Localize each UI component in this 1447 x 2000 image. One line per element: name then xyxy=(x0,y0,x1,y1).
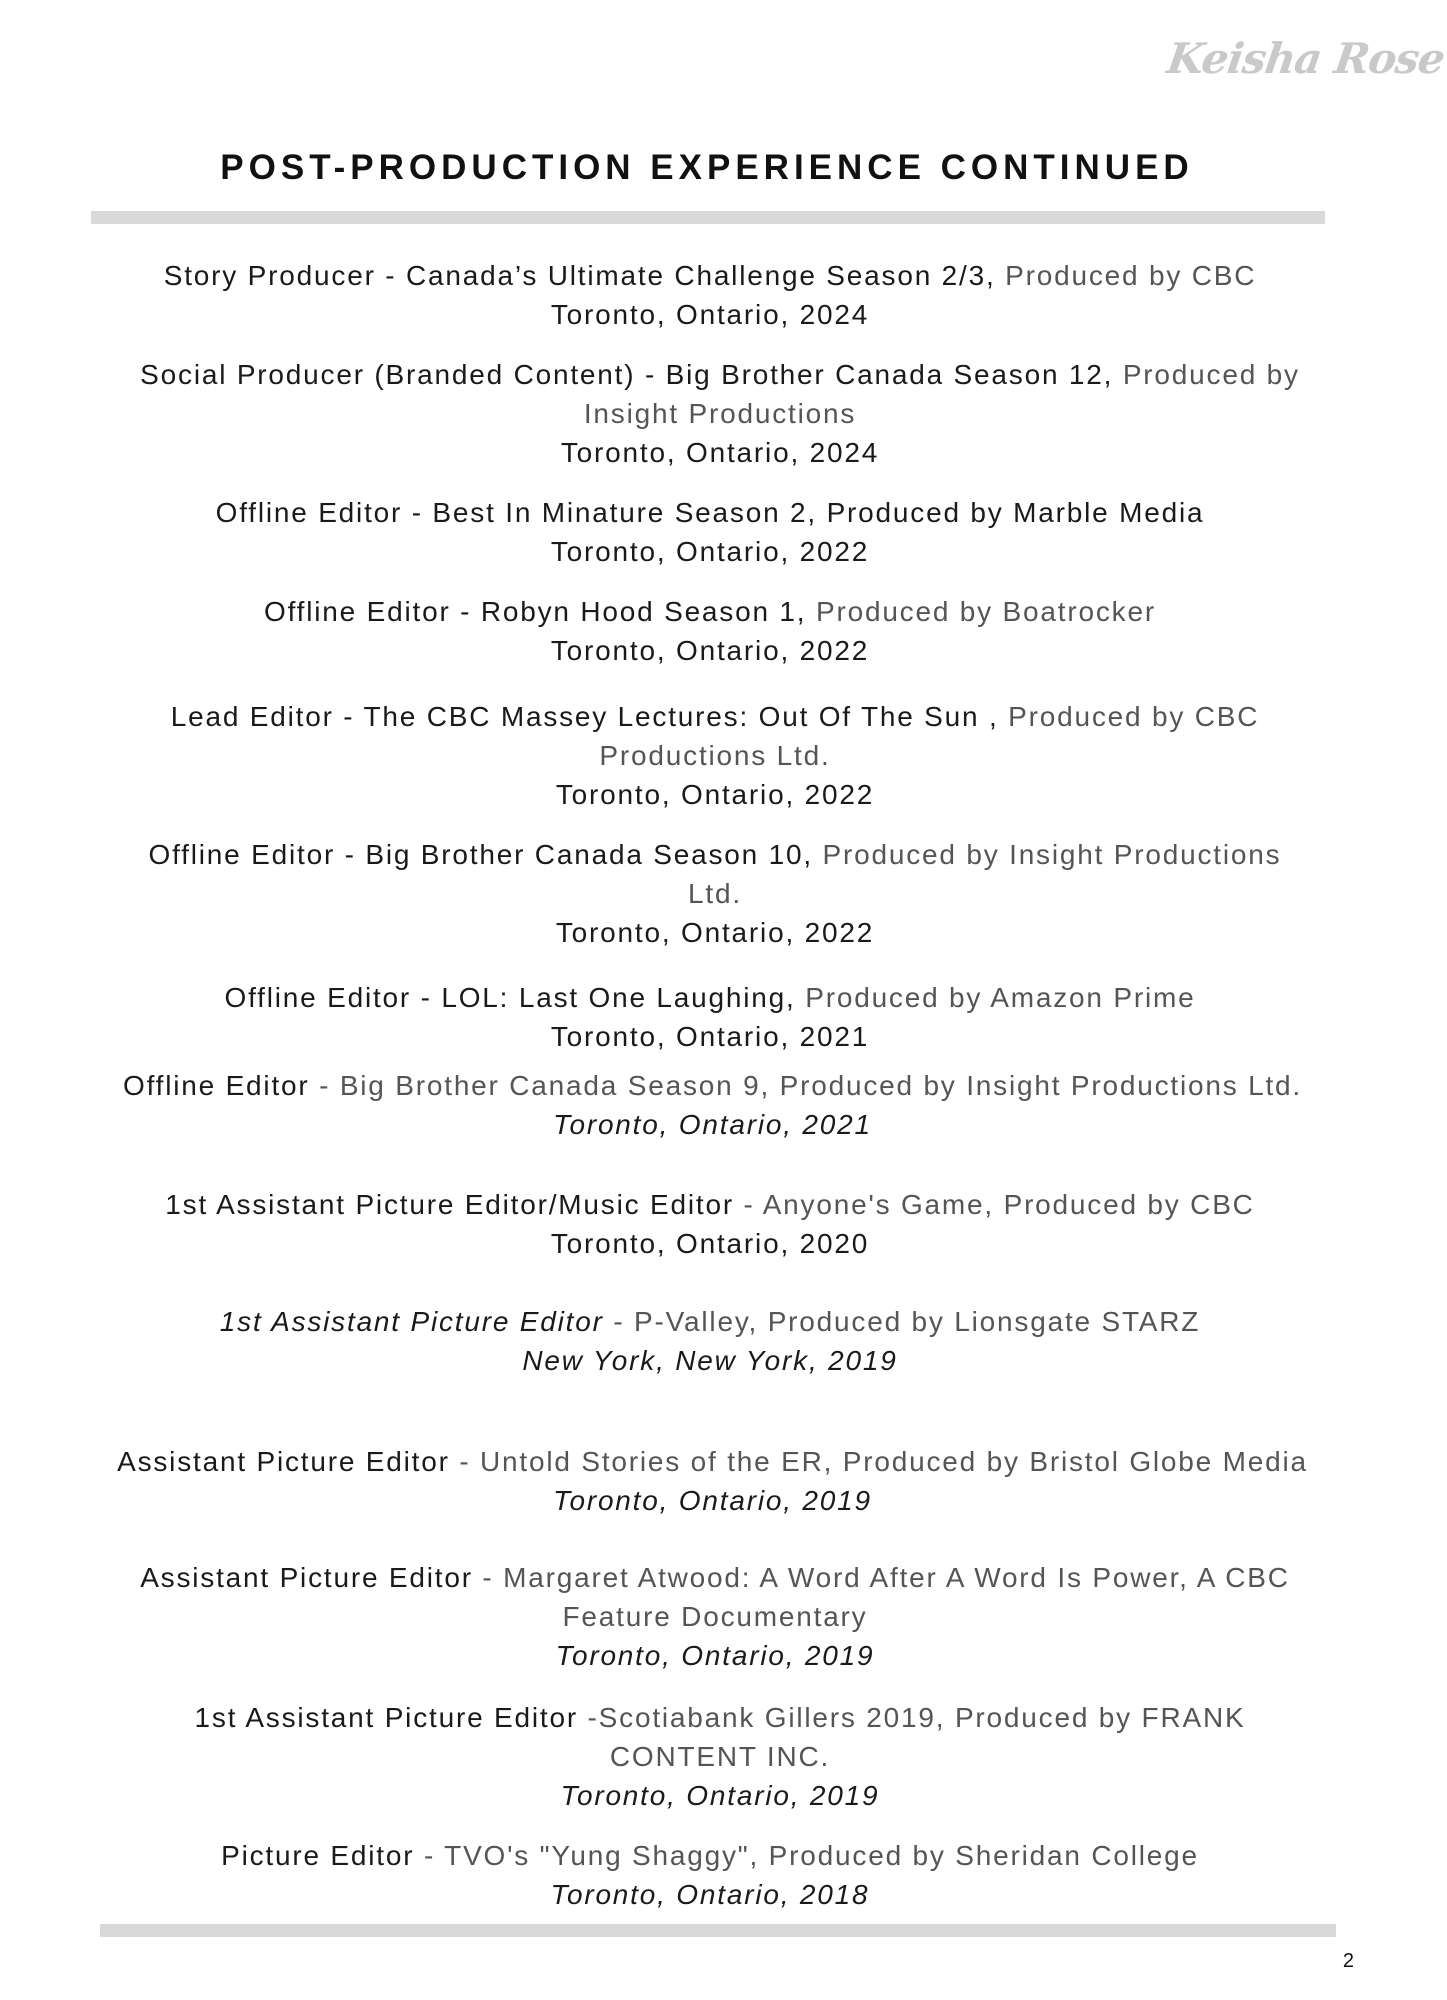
entry-production: - TVO's "Yung Shaggy", Produced by Sheridan College xyxy=(414,1840,1199,1871)
experience-entry xyxy=(150,697,1280,814)
entry-production: -Scotiabank Gillers 2019, Produced by FRANK CONTENT INC. xyxy=(577,1702,1246,1772)
entry-production: - Anyone's Game, Produced by CBC xyxy=(733,1189,1255,1220)
entry-location: Toronto, Ontario, 2020 xyxy=(550,1228,870,1259)
entry-credit: Lead Editor - The CBC Massey Lectures: Out Of The Sun , xyxy=(170,701,999,732)
entry-credit: 1st Assistant Picture Editor/Music Editor xyxy=(165,1189,734,1220)
page-title: POST-PRODUCTION EXPERIENCE CONTINUED xyxy=(220,148,1194,187)
entry-location: Toronto, Ontario, 2022 xyxy=(555,779,875,810)
entry-production: Produced by Insight Productions xyxy=(583,359,1300,429)
entry-credit: Picture Editor xyxy=(221,1840,415,1871)
entry-credit: Offline Editor - Big Brother Canada Season 10, xyxy=(148,839,813,870)
entry-credit: Offline Editor xyxy=(122,1070,310,1101)
entry-credit: Assistant Picture Editor xyxy=(117,1446,450,1477)
entry-credit: Offline Editor - Robyn Hood Season 1, xyxy=(264,596,807,627)
entry-location: Toronto, Ontario, 2022 xyxy=(555,917,875,948)
experience-entry xyxy=(95,1836,1325,1914)
entry-location: Toronto, Ontario, 2021 xyxy=(553,1109,872,1140)
experience-entry xyxy=(110,355,1330,472)
page-number: 2 xyxy=(1342,1950,1354,1972)
entry-location: Toronto, Ontario, 2018 xyxy=(550,1879,870,1910)
experience-entry xyxy=(125,1558,1305,1675)
experience-entry xyxy=(95,978,1325,1056)
entry-production: - Margaret Atwood: A Word After A Word Is Power, A CBC Feature Documentary xyxy=(472,1562,1290,1632)
entry-credit: Social Producer (Branded Content) - Big Brother Canada Season 12, xyxy=(140,359,1114,390)
entry-production: Produced by CBC xyxy=(995,260,1257,291)
experience-entry xyxy=(90,1066,1335,1144)
experience-entry xyxy=(95,256,1325,334)
entry-location: Toronto, Ontario, 2021 xyxy=(550,1021,870,1052)
entry-production: - P-Valley, Produced by Lionsgate STARZ xyxy=(603,1306,1201,1337)
entry-location: Toronto, Ontario, 2022 xyxy=(550,635,870,666)
entry-production: Produced by Insight Productions Ltd. xyxy=(688,839,1282,909)
entry-location: Toronto, Ontario, 2019 xyxy=(553,1485,872,1516)
experience-entry xyxy=(95,1302,1325,1380)
entry-location: Toronto, Ontario, 2019 xyxy=(560,1780,880,1811)
entry-production: Produced by CBC Productions Ltd. xyxy=(599,701,1260,771)
entry-location: New York, New York, 2019 xyxy=(522,1345,898,1376)
experience-entry xyxy=(95,592,1325,670)
experience-entry xyxy=(125,835,1305,952)
entry-credit: Assistant Picture Editor xyxy=(140,1562,473,1593)
entry-location: Toronto, Ontario, 2019 xyxy=(555,1640,875,1671)
experience-entry xyxy=(90,1442,1335,1520)
entry-production: - Big Brother Canada Season 9, Produced by Insight Productions Ltd. xyxy=(309,1070,1303,1101)
logo-signature: Keisha Rose xyxy=(1164,34,1447,83)
entry-location: Toronto, Ontario, 2022 xyxy=(550,536,870,567)
entry-credit: 1st Assistant Picture Editor xyxy=(219,1306,604,1337)
experience-entry xyxy=(175,1698,1265,1815)
entry-location: Toronto, Ontario, 2024 xyxy=(550,299,870,330)
entry-production: Produced by Boatrocker xyxy=(806,596,1156,627)
top-divider xyxy=(91,211,1325,224)
entry-credit: Offline Editor - Best In Minature Season 2, Produced by Marble Media xyxy=(215,497,1205,528)
entry-credit: Story Producer - Canada’s Ultimate Challenge Season 2/3, xyxy=(163,260,996,291)
entry-production: - Untold Stories of the ER, Produced by Bristol Globe Media xyxy=(449,1446,1308,1477)
entry-production: Produced by Amazon Prime xyxy=(795,982,1196,1013)
experience-entry xyxy=(95,493,1325,571)
bottom-divider xyxy=(100,1924,1336,1937)
experience-entry xyxy=(95,1185,1325,1263)
entry-credit: Offline Editor - LOL: Last One Laughing, xyxy=(224,982,796,1013)
entry-credit: 1st Assistant Picture Editor xyxy=(194,1702,578,1733)
entry-location: Toronto, Ontario, 2024 xyxy=(560,437,880,468)
